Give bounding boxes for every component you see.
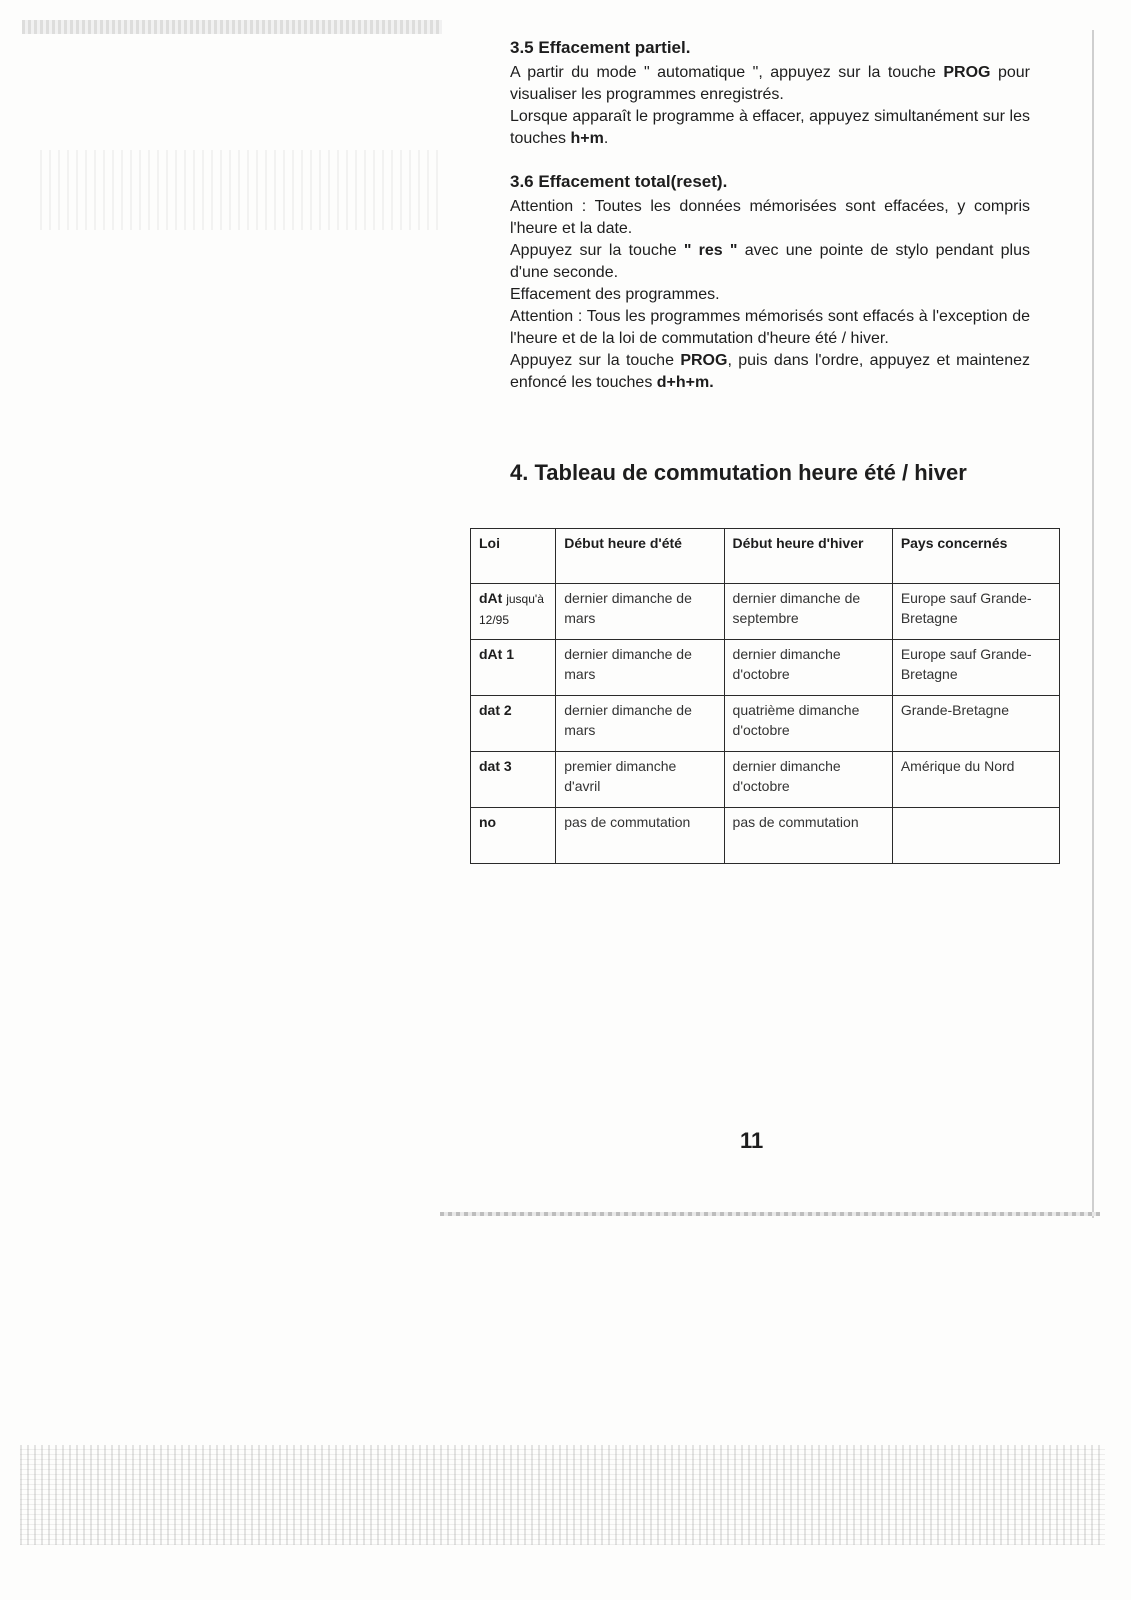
table-row xyxy=(471,584,1060,640)
header-law: Loi xyxy=(471,529,556,584)
section-title: 3.6 Effacement total(reset). xyxy=(510,172,728,191)
law-cell: dat 3 xyxy=(471,752,556,808)
summer-cell: pas de commutation xyxy=(556,808,724,864)
paragraph: Effacement des programmes. xyxy=(510,286,720,303)
summer-cell: dernier dimanche de mars xyxy=(556,640,724,696)
section-3-5 xyxy=(510,36,1030,150)
law-cell: dAt jusqu'à 12/95 xyxy=(471,584,556,640)
winter-cell: dernier dimanche d'octobre xyxy=(724,752,892,808)
commutation-table xyxy=(470,528,1060,864)
section-3-6 xyxy=(510,170,1030,394)
countries-cell: Europe sauf Grande-Bretagne xyxy=(892,584,1059,640)
scan-edge-bottom xyxy=(440,1212,1100,1216)
countries-cell: Grande-Bretagne xyxy=(892,696,1059,752)
paragraph: Appuyez sur la touche PROG, puis dans l'ordre, appuyez et maintenez enfoncé les touches d+h+m. xyxy=(510,352,1031,391)
winter-cell: pas de commutation xyxy=(724,808,892,864)
table-row xyxy=(471,752,1060,808)
summer-cell: premier dimanche d'avril xyxy=(556,752,724,808)
countries-cell: Europe sauf Grande-Bretagne xyxy=(892,640,1059,696)
summer-cell: dernier dimanche de mars xyxy=(556,696,724,752)
winter-cell: quatrième dimanche d'octobre xyxy=(724,696,892,752)
paragraph: Appuyez sur la touche " res " avec une pointe de stylo pendant plus d'une seconde. xyxy=(510,242,1030,281)
table-title: 4. Tableau de commutation heure été / hiver xyxy=(510,460,967,485)
scan-noise-left xyxy=(40,150,440,230)
table-header-row xyxy=(471,529,1060,584)
header-countries: Pays concernés xyxy=(892,529,1059,584)
countries-cell xyxy=(892,808,1059,864)
scan-edge-right xyxy=(1092,30,1094,1218)
table-row xyxy=(471,808,1060,864)
winter-cell: dernier dimanche d'octobre xyxy=(724,640,892,696)
header-winter: Début heure d'hiver xyxy=(724,529,892,584)
table-row xyxy=(471,640,1060,696)
paragraph: A partir du mode " automatique ", appuyez sur la touche PROG pour visualiser les programmes enregistrés. xyxy=(510,64,1030,103)
section-title: 3.5 Effacement partiel. xyxy=(510,38,691,57)
table-row xyxy=(471,696,1060,752)
paragraph: Attention : Tous les programmes mémorisés sont effacés à l'exception de l'heure et de la loi de commutation d'heure été / hiver. xyxy=(510,308,1030,347)
paragraph: Attention : Toutes les données mémorisées sont effacées, y compris l'heure et la date. xyxy=(510,198,1030,237)
law-cell: dat 2 xyxy=(471,696,556,752)
law-cell: no xyxy=(471,808,556,864)
paragraph: Lorsque apparaît le programme à effacer, appuyez simultanément sur les touches h+m. xyxy=(510,108,1030,147)
scan-edge-top xyxy=(22,20,442,34)
law-cell: dAt 1 xyxy=(471,640,556,696)
document-body xyxy=(510,36,1030,414)
summer-cell: dernier dimanche de mars xyxy=(556,584,724,640)
scan-noise-bottom xyxy=(20,1445,1105,1545)
winter-cell: dernier dimanche de septembre xyxy=(724,584,892,640)
countries-cell: Amérique du Nord xyxy=(892,752,1059,808)
law-note: jusqu'à 12/95 xyxy=(479,592,544,627)
header-summer: Début heure d'été xyxy=(556,529,724,584)
page-number: 11 xyxy=(740,1128,764,1153)
